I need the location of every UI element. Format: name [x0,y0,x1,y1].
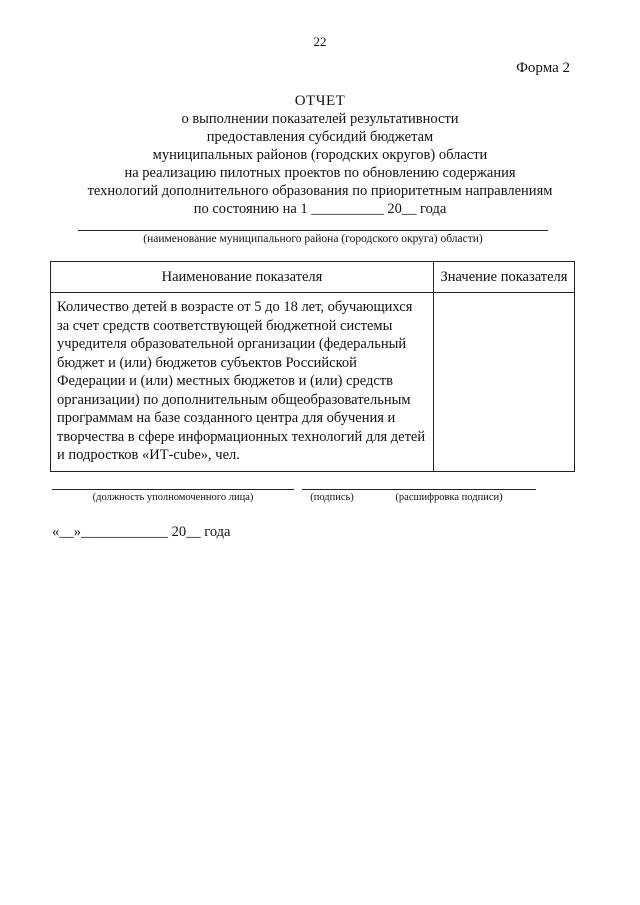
signature-block [50,489,550,515]
form-label: Форма 2 [516,60,570,76]
indicator-value-cell [434,293,575,472]
title-line: о выполнении показателей результативности [181,111,459,127]
position-caption: (должность уполномоченного лица) [92,492,254,503]
region-caption: (наименование муниципального района (городского округа) области) [143,233,483,245]
header-indicator-name: Наименование показателя [51,262,434,293]
signature-line [302,489,362,490]
title-line: на реализацию пилотных проектов по обновлению содержания [124,165,516,181]
signature-caption: (подпись) [310,492,354,503]
date-line: «__»____________ 20__ года [52,524,231,540]
title-line: муниципальных районов (городских округов) области [152,147,488,163]
report-title-block [20,92,620,218]
position-line [52,489,294,490]
indicator-name-cell: Количество детей в возрасте от 5 до 18 лет, обучающихся за счет средств соответствующей бюджетной системы учредителя образовательной организации (федеральный бюджет и (или) бюджетов субъектов Российской Федерации и (или) местных бюджетов и (или) средств организации) по дополнительным общеобразовательным программам на базе созданного центра для обучения и творчества в сфере информационных технологий для детей и подростков «ИТ-cube», чел. [51,293,434,472]
header-indicator-value: Значение показателя [434,262,575,293]
title-line: предоставления субсидий бюджетам [206,129,434,145]
report-heading: ОТЧЕТ [294,93,346,109]
table-row [51,293,575,472]
indicators-table [50,261,575,472]
title-line: технологий дополнительного образования по приоритетным направлениям [87,183,553,199]
decoding-caption: (расшифровка подписи) [395,492,503,503]
table-header-row [51,262,575,293]
page-number: 22 [313,34,327,49]
decoding-line [362,489,536,490]
as-of-date-line: по состоянию на 1 __________ 20__ года [193,201,447,217]
region-name-line [78,230,548,231]
